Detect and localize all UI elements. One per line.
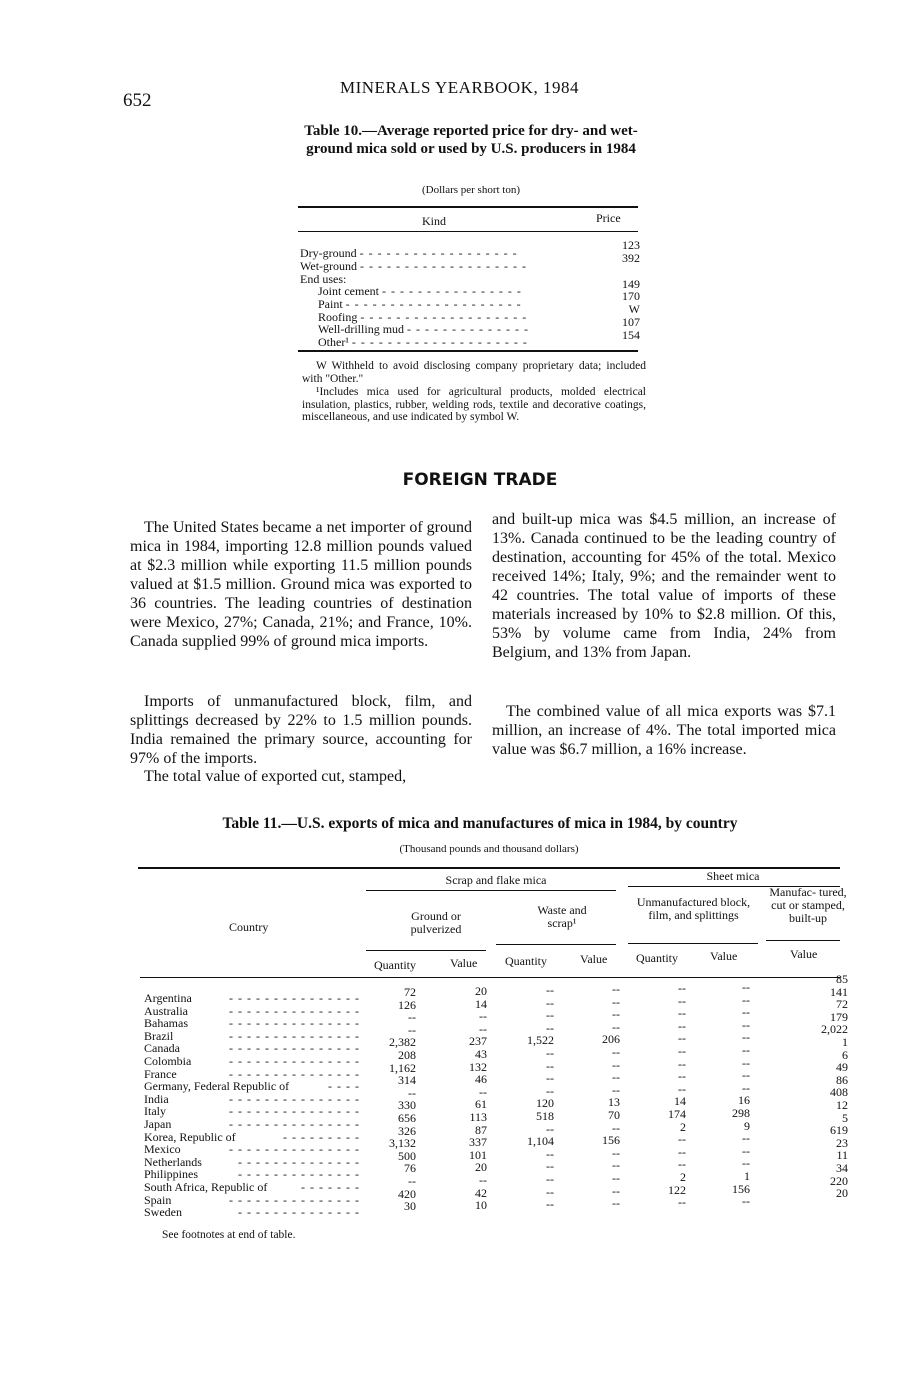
table11-footnote-ref: See footnotes at end of table. [162, 1229, 296, 1241]
table10-footnote-1: ¹Includes mica used for agricultural products, molded electrical insulation, plastics, rubber, welding rods, textile and decorative coatings, miscellaneous, and use indicated by symbol W. [302, 386, 646, 423]
table-row: End uses: [300, 272, 347, 286]
table11-h-quantity-1: Quantity [374, 958, 416, 972]
table-row: Wet-ground - - - - - - - - - - - - - - - - - - - [300, 259, 527, 273]
table11-unman-val-column: -- -- -- -- -- -- -- -- -- 16 298 9 -- -- -- 1 156 -- [732, 980, 750, 1209]
page-number: 652 [123, 90, 152, 111]
table11-waste-qty-column: -- -- -- -- 1,522 -- -- -- -- 120 518 -- 1,104 -- -- -- -- -- [527, 983, 554, 1212]
table-cell: 107 [622, 315, 640, 329]
paragraph-right-1: and built-up mica was $4.5 million, an increase of 13%. Canada continued to be the leading country of destination, accounting for 45% of the total. Mexico received 14%; Italy, 9%; and the remainder went to 42 countries. The total value of imports of these materials increased by 10% to $2.8 million. Of this, 53% by volume came from India, 24% from Belgium, and 13% from Japan. [492, 511, 836, 661]
paragraph-left-1: The United States became a net importer of ground mica in 1984, importing 12.8 million pounds valued at $2.3 million while exporting 11.5 million pounds valued at $1.5 million. Ground mica was exported to 36 countries. The leading countries of destination were Mexico, 27%; Canada, 21%; and France, 10%. Canada supplied 99% of ground mica imports. [130, 519, 472, 650]
paragraph-left-2: Imports of unmanufactured block, film, and splittings decreased by 22% to 1.5 million pounds. India remained the primary source, accounting for 97% of the imports. [130, 693, 472, 767]
table11-sub-manuf: Manufac- tured, cut or stamped, built-up [769, 885, 847, 925]
table11-waste-val-column: -- -- -- -- 206 -- -- -- -- 13 70 -- 156 -- -- -- -- -- [602, 982, 620, 1211]
section-title: FOREIGN TRADE [402, 470, 558, 490]
table11-title: Table 11.—U.S. exports of mica and manufactures of mica in 1984, by country [222, 815, 738, 832]
table-cell: 170 [622, 289, 640, 303]
table11-h-value-1: Value [450, 956, 478, 970]
table10-footnote-w: W Withheld to avoid disclosing company proprietary data; included with "Other." [302, 360, 646, 385]
table11-ground-val-column: 20 14 -- -- 237 43 132 46 -- 61 113 87 337 101 20 -- 42 10 [469, 984, 487, 1213]
table-row: Other¹ - - - - - - - - - - - - - - - - - - - - [318, 335, 528, 349]
leader-dots: - - - - - - - - - - - - - - - - - - - - - - - - - - - - - - - - - - - - - - - - - - - - - - - - - - - - - - - - - - - - - - - - - - - - - - - - - - - - - - - - - - - - - - - - - - - - - - - - - - - - - - - - - - - - - - - - - - - - - - - - - - - - - - - - - - - - - - - - - - - - - - - - - - - - - - - - - - - - - - - - - - - - - - - - - - - - - - - - - - - - - - - - - - - - - - - - - - - - - - - - - - - - - - - - - - - - - - - - - - - - - - - - - - - - - - - - - - - - - - - - - - [229, 992, 360, 1219]
table10-unit: (Dollars per short ton) [421, 184, 521, 196]
paragraph-left-3: The total value of exported cut, stamped, [144, 768, 407, 785]
table-row: Paint - - - - - - - - - - - - - - - - - - - - [318, 297, 522, 311]
table10-col-kind: Kind [422, 214, 446, 228]
running-head: MINERALS YEARBOOK, 1984 [340, 78, 579, 97]
table10-col-price: Price [596, 211, 621, 225]
table-row: Roofing - - - - - - - - - - - - - - - - - - - [318, 310, 528, 324]
table11-h-value-4: Value [790, 947, 818, 961]
table-row: Joint cement - - - - - - - - - - - - - - - - [318, 284, 522, 298]
table11-sub-waste: Waste and scrap¹ [537, 903, 587, 930]
table11-unit: (Thousand pounds and thousand dollars) [399, 843, 579, 855]
table-row: Well-drilling mud - - - - - - - - - - - - - - [318, 322, 529, 336]
table11-group-scrap: Scrap and flake mica [445, 873, 547, 887]
table10-title: Table 10.—Average reported price for dry- and wet-ground mica sold or used by U.S. producers in 1984 [304, 123, 638, 157]
table-cell: 123 [622, 238, 640, 252]
table11-h-quantity-3: Quantity [636, 951, 678, 965]
paragraph-right-2: The combined value of all mica exports was $7.1 million, an increase of 4%. The total imported mica value was $6.7 million, a 16% increase. [492, 703, 836, 758]
table11-sub-unmanuf: Unmanufactured block, film, and splittings [636, 895, 751, 922]
table11-col-country: Country [229, 920, 269, 934]
table-cell: 392 [622, 251, 640, 265]
table11-sub-ground: Ground or pulverized [410, 909, 462, 936]
table11-manuf-val-column: 85 141 72 179 2,022 1 6 49 86 408 12 5 619 23 11 34 220 20 [821, 972, 848, 1201]
table11-h-value-3: Value [710, 949, 738, 963]
table-cell: 154 [622, 328, 640, 342]
table11-h-value-2: Value [580, 952, 608, 966]
table11-group-sheet: Sheet mica [706, 869, 760, 883]
table-row: Dry-ground - - - - - - - - - - - - - - - - - - [300, 246, 518, 260]
table11-unman-qty-column: -- -- -- -- -- -- -- -- -- 14 174 2 -- -- -- 2 122 -- [668, 981, 686, 1210]
table11-h-quantity-2: Quantity [505, 954, 547, 968]
table11-country-column: Argentina Australia Bahamas Brazil Canada Colombia France Germany, Federal Republic of India Italy Japan Korea, Republic of Mexico Netherlands Philippines South Africa, Republic of Spain Sweden [144, 991, 290, 1220]
table-cell: 149 [622, 277, 640, 291]
table11-ground-qty-column: 72 126 -- -- 2,382 208 1,162 314 -- 330 656 326 3,132 500 76 -- 420 30 [389, 985, 416, 1214]
table-cell: W [628, 302, 640, 316]
